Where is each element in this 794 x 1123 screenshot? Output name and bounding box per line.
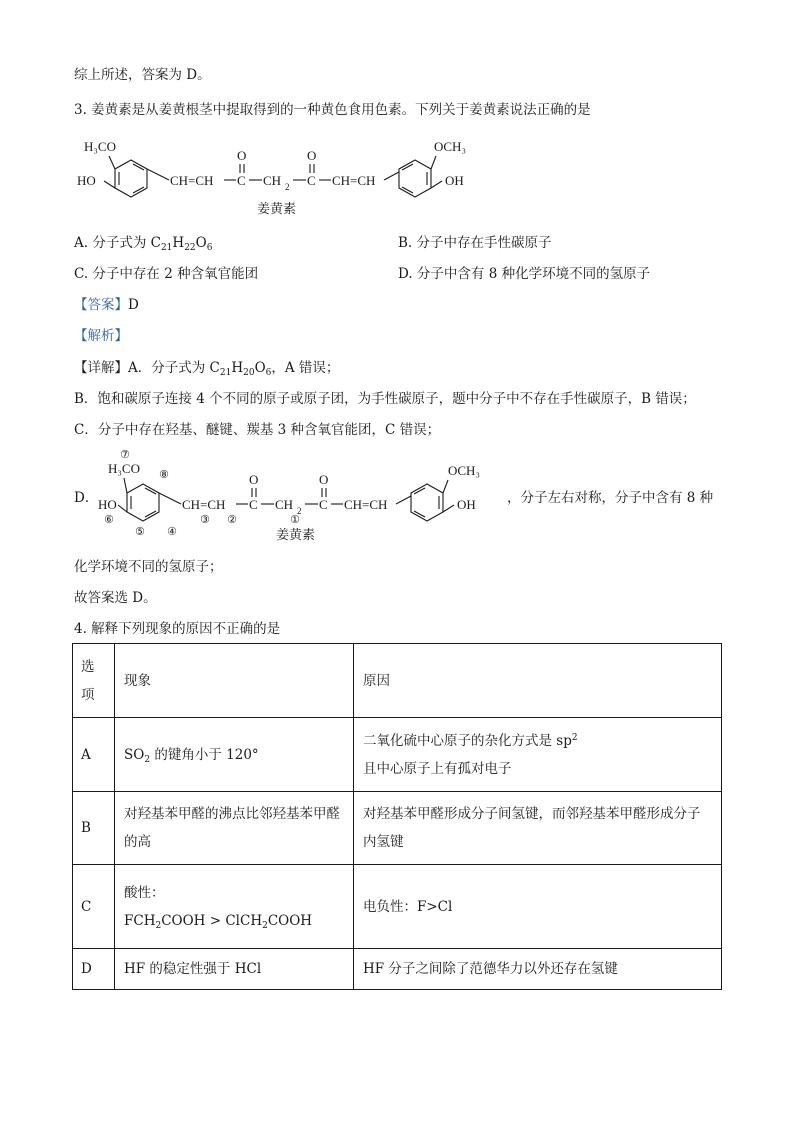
svg-text:⑤: ⑤ bbox=[135, 525, 145, 538]
curcumin-structure bbox=[74, 128, 494, 220]
h3co-group: H₃CO bbox=[84, 139, 116, 154]
svg-text:CH=CH: CH=CH bbox=[344, 497, 388, 512]
header-reason: 原因 bbox=[354, 644, 722, 718]
option-d: D. 分子中含有 8 种化学环境不同的氢原子 bbox=[398, 266, 651, 282]
oxygen-left: O bbox=[237, 148, 247, 163]
svg-text:C: C bbox=[249, 497, 258, 512]
svg-text:OH: OH bbox=[457, 497, 476, 512]
detail-a: 【详解】A．分子式为 $C_{21}H_{20}O_6$，A 错误； bbox=[74, 360, 340, 378]
answer-line bbox=[74, 296, 139, 314]
svg-text:CH: CH bbox=[275, 497, 294, 512]
labeled-curcumin-structure bbox=[98, 442, 510, 546]
ch2-group: CH bbox=[263, 173, 282, 188]
svg-text:2: 2 bbox=[297, 506, 302, 516]
ho-group-left: HO bbox=[77, 173, 96, 188]
q4-stem: 4. 解释下列现象的原因不正确的是 bbox=[74, 621, 281, 637]
svg-text:C: C bbox=[319, 497, 328, 512]
svg-text:姜黄素: 姜黄素 bbox=[276, 528, 316, 543]
chain-right: CH=CH bbox=[332, 173, 376, 188]
right-benzene-ring bbox=[399, 160, 431, 197]
carbonyl-carbon-right: C bbox=[307, 173, 316, 188]
svg-text:③: ③ bbox=[200, 513, 210, 526]
table-row: B 对羟基苯甲醛的沸点比邻羟基苯甲醛 的高 对羟基苯甲醛形成分子间氢键，而邻羟基苯甲醛形成分子 内氢键 bbox=[73, 792, 722, 865]
svg-text:②: ② bbox=[227, 513, 237, 526]
och3-group: OCH₃ bbox=[434, 139, 466, 154]
svg-text:⑦: ⑦ bbox=[120, 448, 130, 461]
q4-table bbox=[72, 643, 722, 990]
chain-left: CH=CH bbox=[170, 173, 214, 188]
detail-d-cont: 化学环境不同的氢原子； bbox=[74, 559, 223, 575]
table-row: D HF 的稳定性强于 HCl HF 分子之间除了范德华力以外还存在氢键 bbox=[73, 949, 722, 990]
svg-text:H₃CO: H₃CO bbox=[108, 461, 140, 476]
svg-text:O: O bbox=[249, 472, 259, 487]
analysis-line bbox=[74, 327, 128, 345]
option-c: C. 分子中存在 2 种含氧官能团 bbox=[74, 266, 259, 282]
svg-text:OCH₃: OCH₃ bbox=[448, 463, 480, 478]
detail-b: B．饱和碳原子连接 4 个不同的原子或原子团，为手性碳原子，题中分子中不存在手性碳原子，B 错误； bbox=[74, 391, 696, 407]
header-option: 选 项 bbox=[73, 644, 115, 718]
answer-tag: 【答案】 bbox=[74, 297, 128, 313]
oxygen-right: O bbox=[307, 148, 317, 163]
table-header-row bbox=[73, 644, 722, 718]
left-benzene-ring bbox=[127, 484, 159, 521]
svg-text:HO: HO bbox=[98, 497, 117, 512]
left-benzene-ring bbox=[115, 160, 147, 197]
svg-text:⑧: ⑧ bbox=[159, 468, 169, 481]
detail-c: C．分子中存在羟基、醚键、羰基 3 种含氧官能团，C 错误； bbox=[74, 422, 441, 438]
carbonyl-carbon-left: C bbox=[237, 173, 246, 188]
option-b: B. 分子中存在手性碳原子 bbox=[398, 235, 552, 251]
q3-stem: 3. 姜黄素是从姜黄根茎中提取得到的一种黄色食用色素。下列关于姜黄素说法正确的是 bbox=[74, 102, 591, 118]
q3-conclusion: 故答案选 D。 bbox=[74, 590, 157, 606]
table-row: A $SO_2$ 的键角小于 120° 二氧化硫中心原子的杂化方式是 $sp^2$ 且中心原子上有孤对电子 bbox=[73, 718, 722, 792]
structure-caption: 姜黄素 bbox=[257, 202, 297, 217]
detail-d-text: ，分子左右对称，分子中含有 8 种 bbox=[507, 490, 714, 506]
svg-text:④: ④ bbox=[167, 525, 177, 538]
analysis-tag: 【解析】 bbox=[74, 328, 128, 344]
svg-text:①: ① bbox=[290, 513, 300, 526]
oh-group-right: OH bbox=[445, 173, 464, 188]
header-phenomenon: 现象 bbox=[115, 644, 354, 718]
right-benzene-ring bbox=[411, 484, 443, 521]
detail-d-label: D． bbox=[74, 490, 99, 506]
answer-value: D bbox=[128, 297, 139, 313]
table-row: C 酸性： $FCH_2COOH$ > ClCH$_2$COOH 电负性：F>Cl bbox=[73, 865, 722, 949]
svg-text:⑥: ⑥ bbox=[104, 513, 114, 526]
svg-text:O: O bbox=[319, 472, 329, 487]
svg-text:CH=CH: CH=CH bbox=[182, 497, 226, 512]
option-a: A. 分子式为 $C_{21}H_{22}O_6$ bbox=[74, 235, 213, 253]
svg-text:2: 2 bbox=[285, 182, 290, 192]
intro-conclusion: 综上所述，答案为 D。 bbox=[74, 67, 211, 83]
